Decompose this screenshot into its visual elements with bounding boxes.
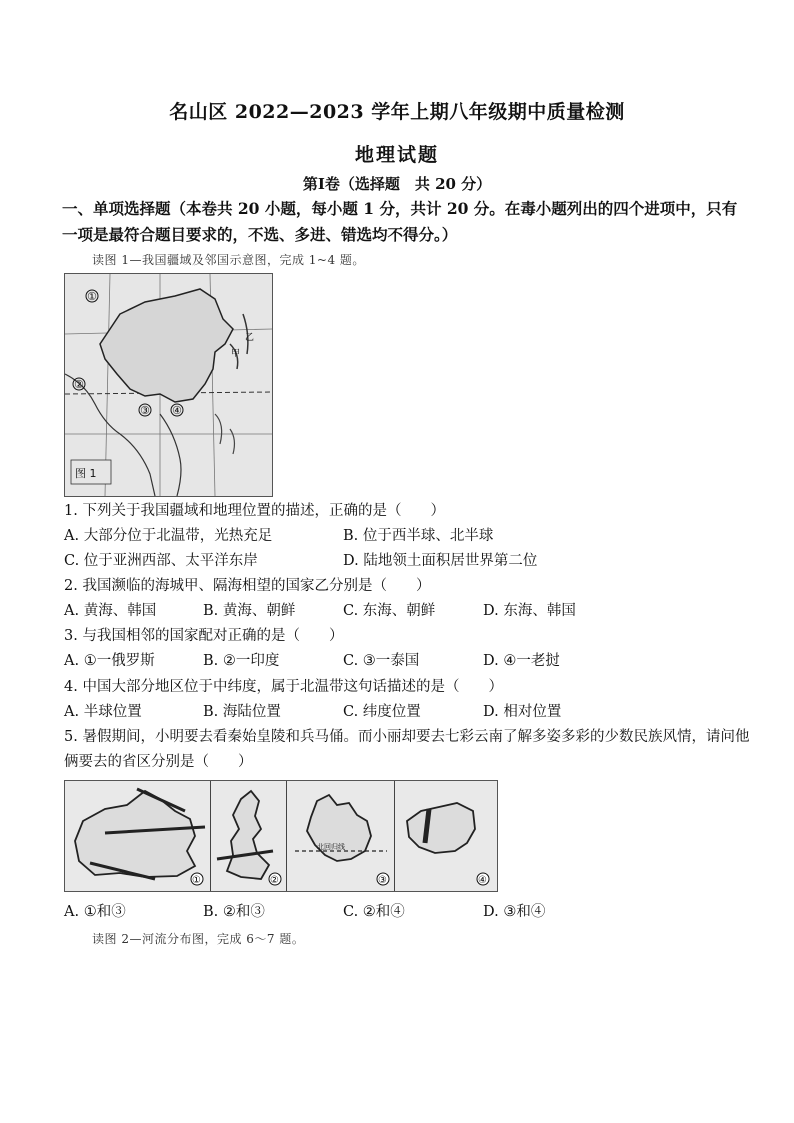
figure-province-outlines	[64, 780, 498, 892]
tropic-label: 北回归线	[317, 843, 345, 851]
q3-option-c[interactable]: C. ③一泰国	[343, 653, 420, 669]
marker-1: ①	[87, 290, 97, 303]
q5-option-d[interactable]: D. ③和④	[483, 904, 546, 920]
q1-option-a[interactable]: A. 大部分位于北温带，光热充足	[64, 528, 273, 544]
q4-option-b[interactable]: B. 海陆位置	[203, 704, 281, 720]
q2-option-a[interactable]: A. 黄海、韩国	[64, 603, 157, 619]
q1-stem: 1. 下列关于我国疆域和地理位置的描述，正确的是（ ）	[64, 503, 445, 519]
section-heading: 一、单项选择题（本卷共 20 小题，每小题 1 分，共计 20 分。在毒小题列出的四个进项中，只有一项是最符合题目要求的，不选、多进、错选均不得分。）	[62, 199, 738, 244]
marker-yi: 乙	[245, 333, 255, 343]
q5-option-c[interactable]: C. ②和④	[343, 904, 405, 920]
q5-stem-line2: 俩要去的省区分别是（ ）	[64, 754, 253, 770]
panel-2-label: ②	[270, 875, 279, 886]
china-map-image	[65, 274, 272, 496]
q1-option-c[interactable]: C. 位于亚洲西部、太平洋东岸	[64, 553, 258, 569]
q1-option-d[interactable]: D. 陆地领土面积居世界第二位	[343, 553, 538, 569]
q3-stem: 3. 与我国相邻的国家配对正确的是（ ）	[64, 628, 344, 644]
subject-title: 地理试题	[354, 144, 439, 166]
q5-option-b[interactable]: B. ②和③	[203, 904, 265, 920]
panel-1-label: ①	[192, 875, 201, 886]
figure1-label: 图 1	[75, 467, 97, 480]
q3-option-b[interactable]: B. ②一印度	[203, 653, 280, 669]
panel-4-label: ④	[478, 875, 487, 886]
province-panel-2	[211, 781, 287, 891]
instruction-figure1: 读图 1—我国疆域及邻国示意图，完成 1~4 题。	[92, 253, 365, 267]
q4-option-a[interactable]: A. 半球位置	[64, 704, 142, 720]
q5-stem-line1: 5. 暑假期间，小明要去看秦始皇陵和兵马俑。而小丽却要去七彩云南了解多姿多彩的少数民族风情，请问他	[64, 729, 750, 745]
q5-option-a[interactable]: A. ①和③	[64, 904, 126, 920]
instruction-figure2: 读图 2—河流分布图，完成 6～7 题。	[92, 932, 305, 946]
panel-3-label: ③	[378, 875, 387, 886]
q4-stem: 4. 中国大部分地区位于中纬度，属于北温带这句话描述的是（ ）	[64, 679, 503, 695]
q4-option-d[interactable]: D. 相对位置	[483, 704, 562, 720]
exam-title: 名山区 2022—2023 学年上期八年级期中质量检测	[169, 101, 625, 123]
marker-2: ②	[74, 378, 84, 391]
q1-option-b[interactable]: B. 位于西半球、北半球	[343, 528, 494, 544]
part-heading: 第Ⅰ卷（选择题 共 20 分）	[302, 175, 492, 193]
q2-stem: 2. 我国濒临的海城甲、隔海相望的国家乙分别是（ ）	[64, 578, 431, 594]
figure1-map	[64, 273, 273, 497]
q4-option-c[interactable]: C. 纬度位置	[343, 704, 421, 720]
marker-jia: 甲	[231, 349, 241, 359]
province-panel-4	[395, 781, 497, 891]
q3-option-d[interactable]: D. ④一老挝	[483, 653, 560, 669]
q2-option-c[interactable]: C. 东海、朝鲜	[343, 603, 436, 619]
marker-4: ④	[172, 404, 182, 417]
q2-option-b[interactable]: B. 黄海、朝鲜	[203, 603, 296, 619]
q2-option-d[interactable]: D. 东海、韩国	[483, 603, 576, 619]
province-panel-1	[65, 781, 211, 891]
marker-3: ③	[140, 404, 150, 417]
province-panel-3	[287, 781, 395, 891]
q3-option-a[interactable]: A. ①一俄罗斯	[64, 653, 155, 669]
